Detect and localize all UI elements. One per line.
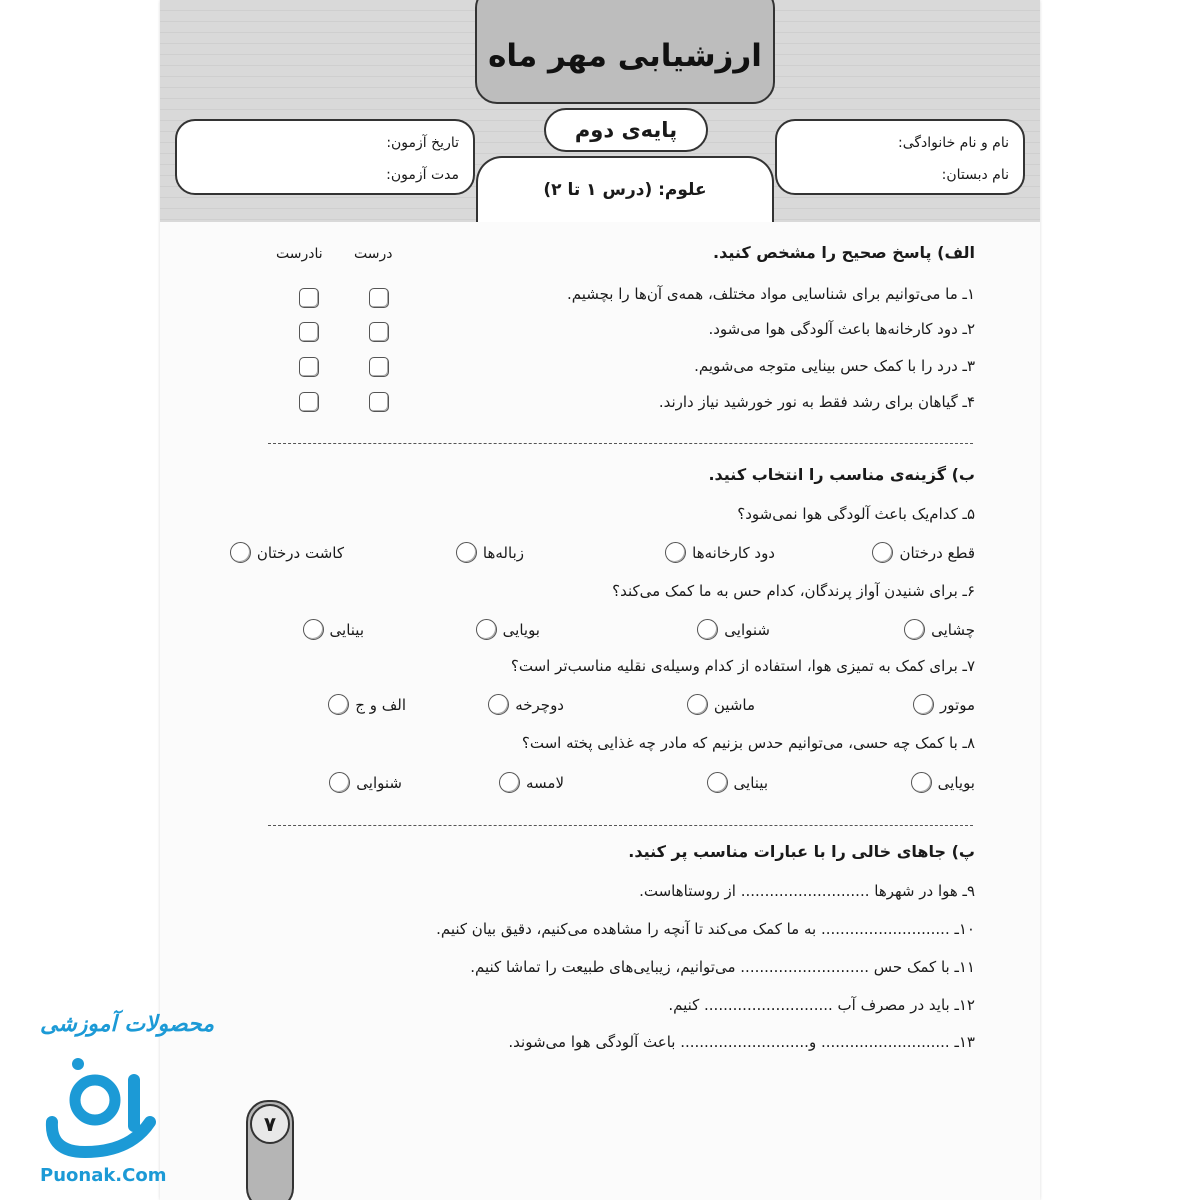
fill-question-13: ۱۳ـ ........................... و........................... باعث آلودگی هوا می‌شوند. [508,1033,975,1051]
mc-option-7-2[interactable] [687,694,755,715]
option-label: دوچرخه [515,695,564,714]
mc-option-5-2[interactable] [665,542,775,563]
mc-question-5: ۵ـ کدام‌یک باعث آلودگی هوا نمی‌شود؟ [737,505,975,523]
false-checkbox-3[interactable] [299,357,319,377]
mc-option-5-4[interactable] [230,542,344,563]
mc-option-5-3[interactable] [456,542,524,563]
page-number: ۷ [250,1104,290,1144]
title-box [475,0,775,104]
tf-question-2: ۲ـ دود کارخانه‌ها باعث آلودگی هوا می‌شود. [708,320,975,338]
false-checkbox-2[interactable] [299,322,319,342]
radio-button[interactable] [913,694,934,715]
mc-option-6-3[interactable] [476,619,540,640]
grade-label: پایه‌ی دوم [574,118,678,142]
mc-option-6-4[interactable] [303,619,364,640]
fill-question-12: ۱۲ـ باید در مصرف آب ........................... کنیم. [668,996,975,1014]
mc-option-7-4[interactable] [328,694,406,715]
radio-button[interactable] [687,694,708,715]
mc-option-8-1[interactable] [911,772,975,793]
brand-logo-icon [40,1052,170,1162]
mc-option-8-3[interactable] [499,772,564,793]
mc-option-8-2[interactable] [707,772,768,793]
date-label: تاریخ آزمون: [386,135,459,151]
false-checkbox-1[interactable] [299,288,319,308]
radio-button[interactable] [303,619,324,640]
section-a-title: الف) پاسخ صحیح را مشخص کنید. [713,243,975,262]
radio-button[interactable] [911,772,932,793]
section-c-title: پ) جاهای خالی را با عبارات مناسب پر کنید. [628,842,975,861]
col-false-header: نادرست [276,246,323,262]
option-label: بویایی [937,773,975,792]
option-label: بینایی [329,620,364,639]
mc-option-5-1[interactable] [872,542,975,563]
fill-question-11: ۱۱ـ با کمک حس ........................... می‌توانیم، زیبایی‌های طبیعت را تماشا کنیم. [470,958,975,976]
true-checkbox-4[interactable] [369,392,389,412]
option-label: شنوایی [356,773,402,792]
option-label: بویایی [502,620,540,639]
radio-button[interactable] [488,694,509,715]
option-label: کاشت درختان [256,543,344,562]
section-divider-1 [268,443,973,444]
page-title: ارزشیابی مهر ماه [488,38,762,74]
school-label: نام دبستان: [941,167,1009,183]
radio-button[interactable] [707,772,728,793]
mc-option-7-1[interactable] [913,694,975,715]
radio-button[interactable] [499,772,520,793]
radio-button[interactable] [230,542,251,563]
true-checkbox-3[interactable] [369,357,389,377]
tf-question-1: ۱ـ ما می‌توانیم برای شناسایی مواد مختلف، همه‌ی آن‌ها را بچشیم. [566,285,975,303]
option-label: لامسه [525,773,564,792]
student-info-box [775,119,1025,195]
radio-button[interactable] [665,542,686,563]
mc-option-7-3[interactable] [488,694,564,715]
mc-question-7: ۷ـ برای کمک به تمیزی هوا، استفاده از کدام وسیله‌ی نقلیه مناسب‌تر است؟ [510,657,975,675]
brand-name: محصولات آموزشی [40,1012,215,1037]
tf-question-3: ۳ـ درد را با کمک حس بینایی متوجه می‌شویم. [694,357,975,375]
option-label: دود کارخانه‌ها [692,543,775,562]
exam-info-box [175,119,475,195]
grade-box [544,108,708,152]
true-checkbox-2[interactable] [369,322,389,342]
radio-button[interactable] [872,542,893,563]
lesson-box [476,156,774,222]
false-checkbox-4[interactable] [299,392,319,412]
tf-question-4: ۴ـ گیاهان برای رشد فقط به نور خورشید نیاز دارند. [658,393,975,411]
option-label: بینایی [733,773,768,792]
mc-option-8-4[interactable] [329,772,402,793]
fill-question-10: ۱۰ـ ........................... به ما کمک می‌کند تا آنچه را مشاهده می‌کنیم، دقیق بیان کنیم. [436,920,975,938]
option-label: شنوایی [724,620,770,639]
lesson-label: علوم: (درس ۱ تا ۲) [543,180,707,200]
radio-button[interactable] [328,694,349,715]
section-b-title: ب) گزینه‌ی مناسب را انتخاب کنید. [708,465,975,484]
mc-question-8: ۸ـ با کمک چه حسی، می‌توانیم حدس بزنیم که مادر چه غذایی پخته است؟ [521,734,975,752]
name-label: نام و نام خانوادگی: [898,135,1009,151]
col-true-header: درست [354,246,393,262]
radio-button[interactable] [456,542,477,563]
radio-button[interactable] [904,619,925,640]
section-divider-2 [268,825,973,826]
radio-button[interactable] [476,619,497,640]
option-label: قطع درختان [899,543,975,562]
radio-button[interactable] [329,772,350,793]
mc-question-6: ۶ـ برای شنیدن آواز پرندگان، کدام حس به ما کمک می‌کند؟ [612,582,975,600]
option-label: ماشین [713,695,755,714]
option-label: الف و ج [355,695,406,714]
option-label: زباله‌ها [482,543,524,562]
true-checkbox-1[interactable] [369,288,389,308]
radio-button[interactable] [697,619,718,640]
mc-option-6-1[interactable] [904,619,975,640]
duration-label: مدت آزمون: [386,167,459,183]
option-label: چشایی [931,620,975,639]
brand-url: Puonak.Com [40,1165,167,1186]
mc-option-6-2[interactable] [697,619,770,640]
option-label: موتور [940,695,975,714]
fill-question-9: ۹ـ هوا در شهرها ........................... از روستاهاست. [639,882,975,900]
